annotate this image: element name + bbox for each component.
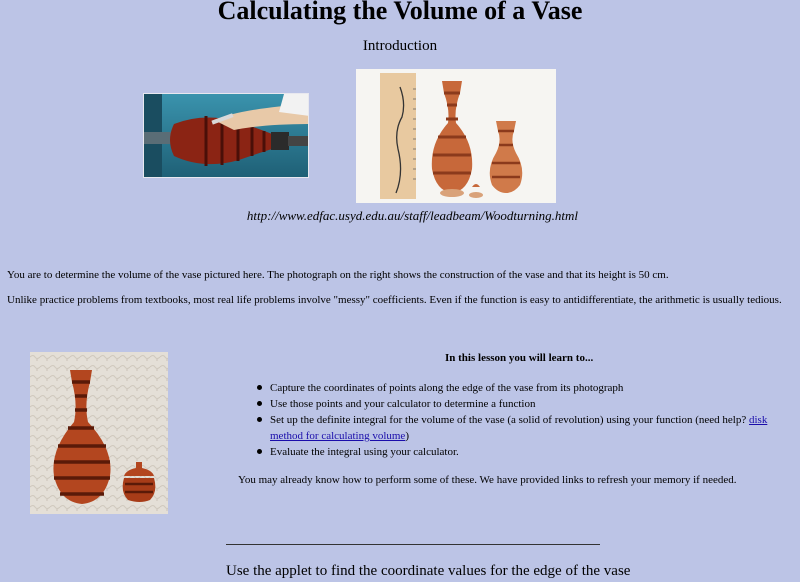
construction-photo: [356, 69, 556, 203]
photo-source-url: http://www.edfac.usyd.edu.au/staff/leadbeam/Woodturning.html: [246, 208, 579, 223]
intro-paragraph-1: You are to determine the volume of the vase pictured here. The photograph on the right shows the construction of the vase and that its height is 50 cm.: [7, 269, 669, 281]
list-item: [270, 412, 798, 444]
page-subtitle: Introduction: [362, 38, 438, 54]
section-divider: [226, 544, 600, 545]
list-item: Evaluate the integral using your calculator.: [270, 444, 798, 460]
disk-method-link[interactable]: disk method for calculating volume: [270, 414, 768, 442]
lesson-heading: In this lesson you will learn to...: [445, 352, 594, 364]
list-item: Capture the coordinates of points along the edge of the vase from its photograph: [270, 380, 798, 396]
objective-list: [270, 380, 798, 460]
intro-paragraph-2: Unlike practice problems from textbooks, most real life problems involve "messy" coefficients. Even if the function is easy to antidifferentiate, the arithmetic is usually tedious.: [7, 294, 782, 306]
page-title: Calculating the Volume of a Vase: [217, 0, 583, 25]
list-item: Use those points and your calculator to determine a function: [270, 396, 798, 412]
finished-vase-photo: [30, 352, 168, 514]
objective-text-end: ): [405, 430, 409, 442]
lathe-photo: [143, 93, 309, 178]
objective-text: Set up the definite integral for the volume of the vase (a solid of revolution) using your function (need help?: [270, 414, 749, 426]
applet-heading: Use the applet to find the coordinate values for the edge of the vase: [226, 563, 631, 579]
memory-note: You may already know how to perform some of these. We have provided links to refresh your memory if needed.: [238, 474, 737, 486]
